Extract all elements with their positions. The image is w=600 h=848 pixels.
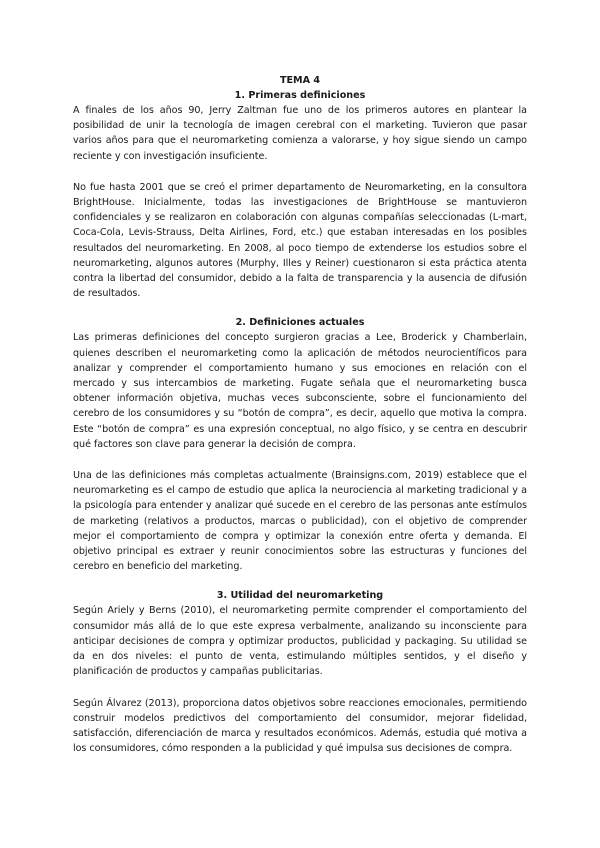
- section-heading-3: 3. Utilidad del neuromarketing: [216, 590, 384, 602]
- paragraph: Según Álvarez (2013), proporciona datos objetivos sobre reacciones emocionales, permitiendo construir modelos predictivos del comportamiento del consumidor, mejorar fidelidad, satisfacción, diferenciación de marca y resultados económicos. Además, estudia qué motiva a los consumidores, cómo responden a la publicidad y qué impulsa sus decisiones de compra.: [73, 697, 527, 755]
- document-title: TEMA 4: [279, 75, 321, 86]
- paragraph: A finales de los años 90, Jerry Zaltman fue uno de los primeros autores en plantear la posibilidad de unir la tecnología de imagen cerebral con el marketing. Tuvieron que pasar varios años para que el neuromarketing comienza a valorarse, y hoy sigue siendo un campo reciente y con investigación insuficiente.: [73, 105, 527, 162]
- paragraph: No fue hasta 2001 que se creó el primer departamento de Neuromarketing, en la consultora BrightHouse. Inicialmente, todas las investigaciones de BrightHouse se mantuvieron confidenciales y se realizaron en colaboración con algunas compañías seleccionadas (L-mart, Coca-Cola, Levis-Strauss, Delta Airlines, Ford, etc.) que estaban interesadas en los posibles resultados del neuromarketing. En 2008, al poco tiempo de extenderse los estudios sobre el neuromarketing, algunos autores (Murphy, Illes y Reiner) cuestionaron si esta práctica atenta contra la libertad del consumidor, debido a la falta de transparencia y la ausencia de difusión de resultados.: [73, 181, 527, 300]
- section-heading-1: 1. Primeras definiciones: [234, 90, 366, 101]
- paragraph: Según Ariely y Berns (2010), el neuromarketing permite comprender el comportamiento del consumidor más allá de lo que este expresa verbalmente, analizando su inconsciente para anticipar decisiones de compra y optimizar productos, publicidad y packaging. Su utilidad se da en dos niveles: el punto de venta, estimulando múltiples sentidos, y el diseño y planificación de productos y campañas publicitarias.: [73, 605, 527, 678]
- section-heading-2: 2. Definiciones actuales: [235, 317, 365, 329]
- paragraph: Las primeras definiciones del concepto surgieron gracias a Lee, Broderick y Chamberlain, quienes describen el neuromarketing como la aplicación de métodos neurocientíficos para analizar y comprender el comportamiento humano y sus emociones en relación con el mercado y sus intercambios de marketing. Fugate señala que el neuromarketing busca obtener información objetiva, muchas veces subconsciente, sobre el funcionamiento del cerebro de los consumidores y su “botón de compra”, es decir, aquello que motiva la compra. Este “botón de compra” es una expresión conceptual, no algo físico, y se centra en descubrir qué factores son clave para generar la decisión de compra.: [73, 332, 527, 450]
- paragraph: Una de las definiciones más completas actualmente (Brainsigns.com, 2019) establece que el neuromarketing es el campo de estudio que aplica la neurociencia al marketing tradicional y a la psicología para entender y analizar qué sucede en el cerebro de las personas ante estímulos de marketing (relativos a productos, marcas o publicidad), con el objetivo de comprender mejor el comportamiento de compra y optimizar la conexión entre oferta y demanda. El objetivo principal es extraer y reunir conocimientos sobre las estructuras y funciones del cerebro en beneficio del marketing.: [73, 470, 527, 573]
